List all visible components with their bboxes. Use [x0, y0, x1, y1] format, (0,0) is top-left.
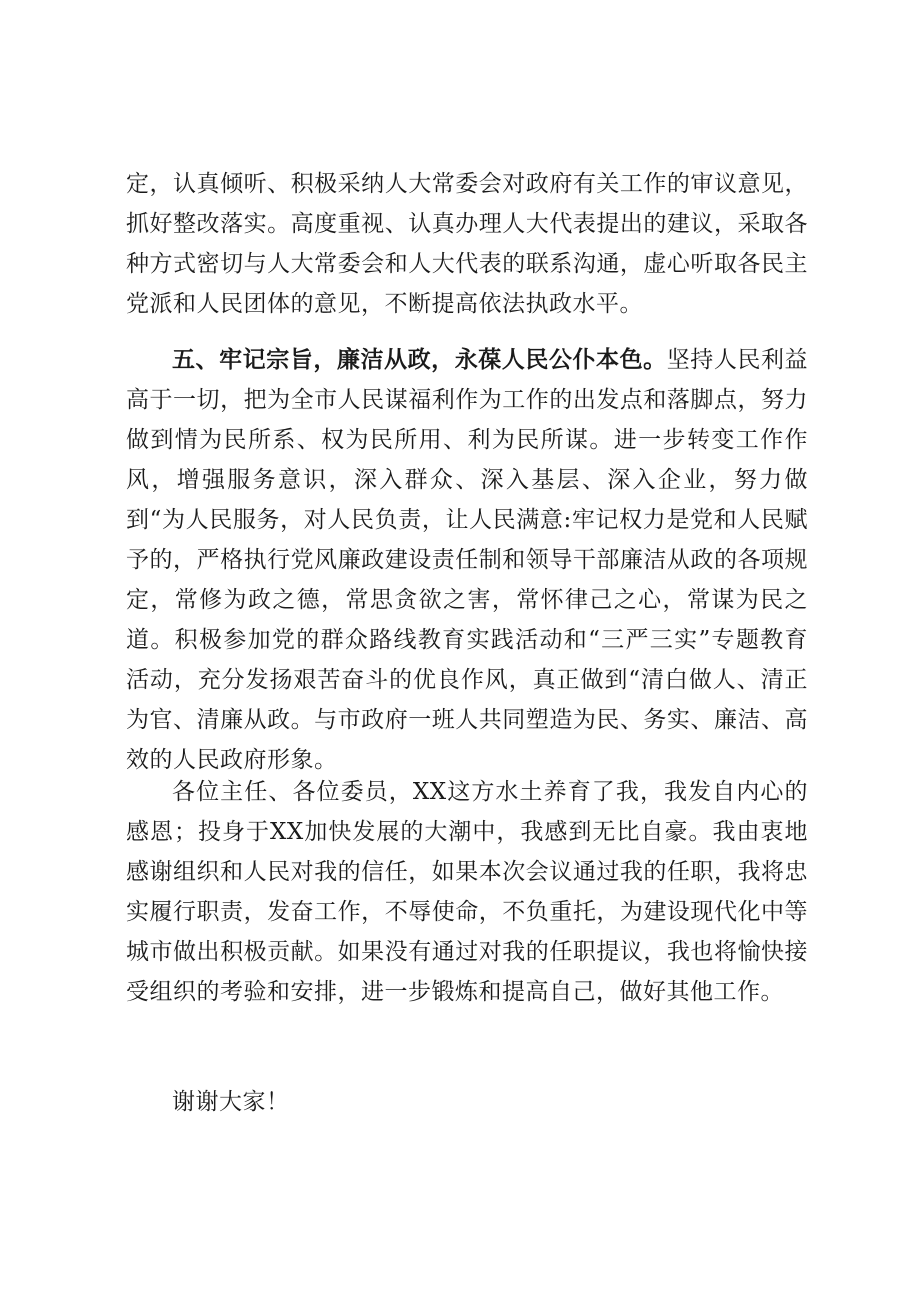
paragraph-thanks [126, 1082, 808, 1122]
paragraph-text: 谢谢大家！ [172, 1089, 290, 1115]
paragraph-text: 各位主任、各位委员，XX这方水土养育了我，我发自内心的感恩；投身于XX加快发展的大潮中，我感到无比自豪。我由衷地感谢组织和人民对我的信任，如果本次会议通过我的任职，我将忠实履行职责，发奋工作，不辱使命，不负重托，为建设现代化中等城市做出积极贡献。如果没有通过对我的任职提议，我也将愉快接受组织的考验和安排，进一步锻炼和提高自己，做好其他工作。 [126, 779, 808, 1005]
paragraph-text: 坚持人民利益高于一切，把为全市人民谋福利作为工作的出发点和落脚点，努力做到情为民所系、权为民所用、利为民所谋。进一步转变工作作风，增强服务意识，深入群众、深入基层、深入企业，努力做到“为人民服务，对人民负责，让人民满意:牢记权力是党和人民赋予的，严格执行党风廉政建设责任制和领导干部廉洁从政的各项规定，常修为政之德，常思贪欲之害，常怀律己之心，常谋为民之道。积极参加党的群众路线教育实践活动和“三严三实”专题教育活动，充分发扬艰苦奋斗的优良作风，真正做到“清白做人、清正为官、清廉从政。与市政府一班人共同塑造为民、务实、廉洁、高效的人民政府形象。 [126, 347, 809, 773]
paragraph-text: 定，认真倾听、积极采纳人大常委会对政府有关工作的审议意见，抓好整改落实。高度重视、认真办理人大代表提出的建议，采取各种方式密切与人大常委会和人大代表的联系沟通，虚心听取各民主党派和人民团体的意见，不断提高依法执政水平。 [126, 171, 808, 317]
section-heading: 五、牢记宗旨，廉洁从政，永葆人民公仆本色。 [172, 347, 667, 373]
paragraph-continuation [126, 164, 808, 324]
paragraph-section-five [126, 340, 808, 780]
paragraph-closing [126, 772, 808, 1012]
